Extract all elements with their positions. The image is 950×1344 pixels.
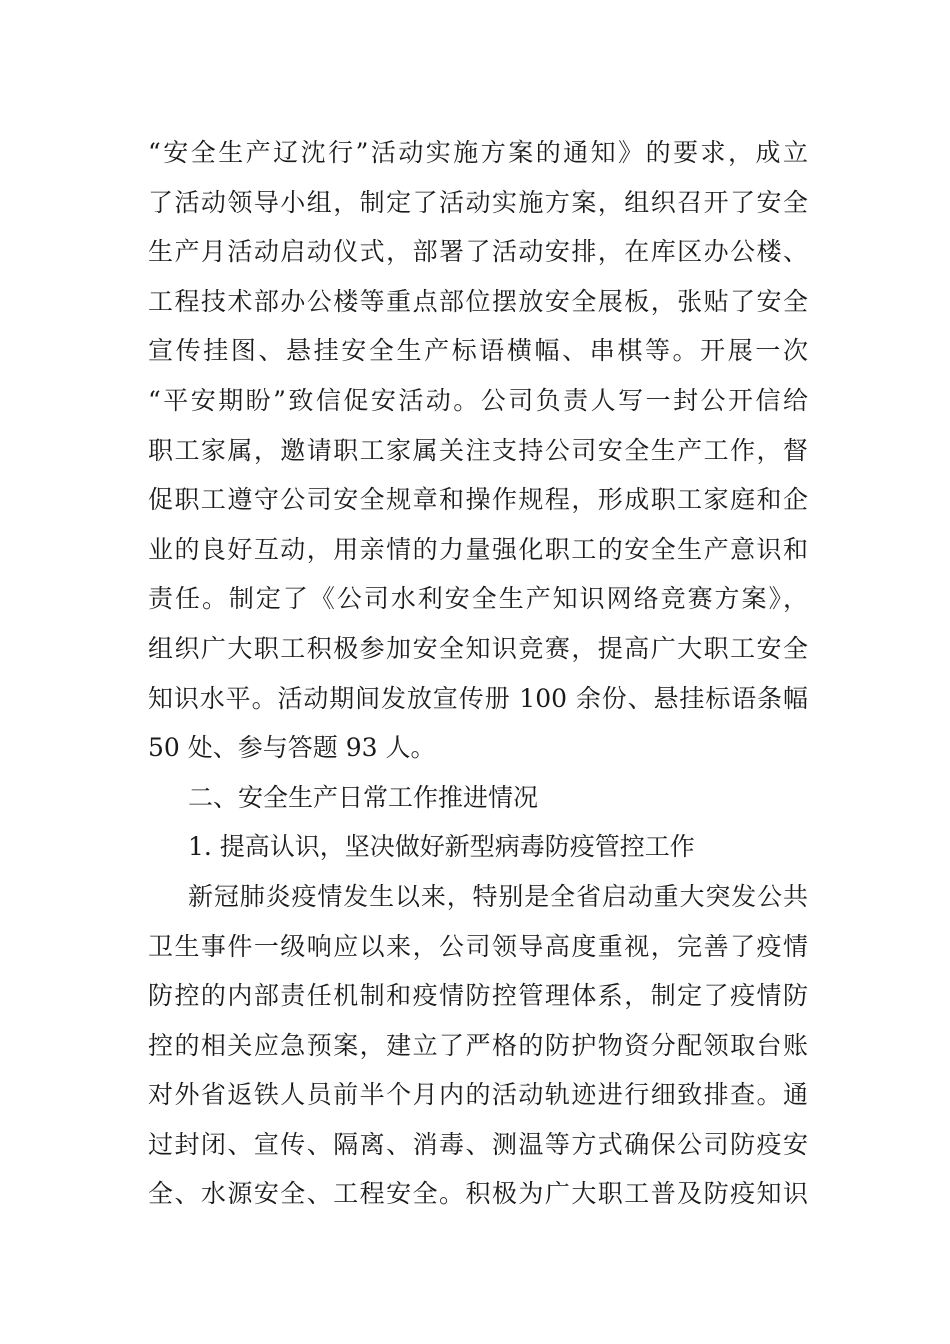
body-line-19: 控的相关应急预案，建立了严格的防护物资分配领取台账	[148, 1030, 808, 1060]
body-line-3: 生产月活动启动仪式，部署了活动安排，在库区办公楼、	[148, 237, 808, 267]
body-line-8: 促职工遵守公司安全规章和操作规程，形成职工家庭和企	[148, 485, 808, 515]
section-heading: 二、安全生产日常工作推进情况	[188, 782, 539, 812]
body-line-12: 知识水平。活动期间发放宣传册 100 余份、悬挂标语条幅	[148, 683, 808, 713]
body-line-20: 对外省返铁人员前半个月内的活动轨迹进行细致排查。通	[148, 1080, 808, 1110]
body-line-16: 新冠肺炎疫情发生以来，特别是全省启动重大突发公共	[188, 881, 808, 911]
body-line-21: 过封闭、宣传、隔离、消毒、测温等方式确保公司防疫安	[148, 1129, 808, 1159]
document-body	[148, 128, 808, 1219]
body-line-4: 工程技术部办公楼等重点部位摆放安全展板，张贴了安全	[148, 286, 808, 316]
subsection-heading: 1. 提高认识，坚决做好新型病毒防疫管控工作	[188, 832, 695, 862]
body-line-2: 了活动领导小组，制定了活动实施方案，组织召开了安全	[148, 187, 808, 217]
body-line-5: 宣传挂图、悬挂安全生产标语横幅、串棋等。开展一次	[148, 336, 808, 366]
body-line-22: 全、水源安全、工程安全。积极为广大职工普及防疫知识	[148, 1179, 808, 1209]
body-line-1: “安全生产辽沈行”活动实施方案的通知》的要求，成立	[148, 138, 808, 167]
body-line-13: 50 处、参与答题 93 人。	[148, 733, 436, 763]
body-line-6: “平安期盼”致信促安活动。公司负责人写一封公开信给	[148, 385, 808, 415]
body-line-18: 防控的内部责任机制和疫情防控管理体系，制定了疫情防	[148, 981, 808, 1011]
body-line-9: 业的良好互动，用亲情的力量强化职工的安全生产意识和	[148, 534, 808, 564]
body-line-11: 组织广大职工积极参加安全知识竞赛，提高广大职工安全	[148, 633, 808, 663]
body-line-7: 职工家属，邀请职工家属关注支持公司安全生产工作，督	[148, 435, 808, 465]
body-line-17: 卫生事件一级响应以来，公司领导高度重视，完善了疫情	[148, 931, 808, 961]
body-line-10: 责任。制定了《公司水利安全生产知识网络竞赛方案》，	[148, 584, 808, 614]
